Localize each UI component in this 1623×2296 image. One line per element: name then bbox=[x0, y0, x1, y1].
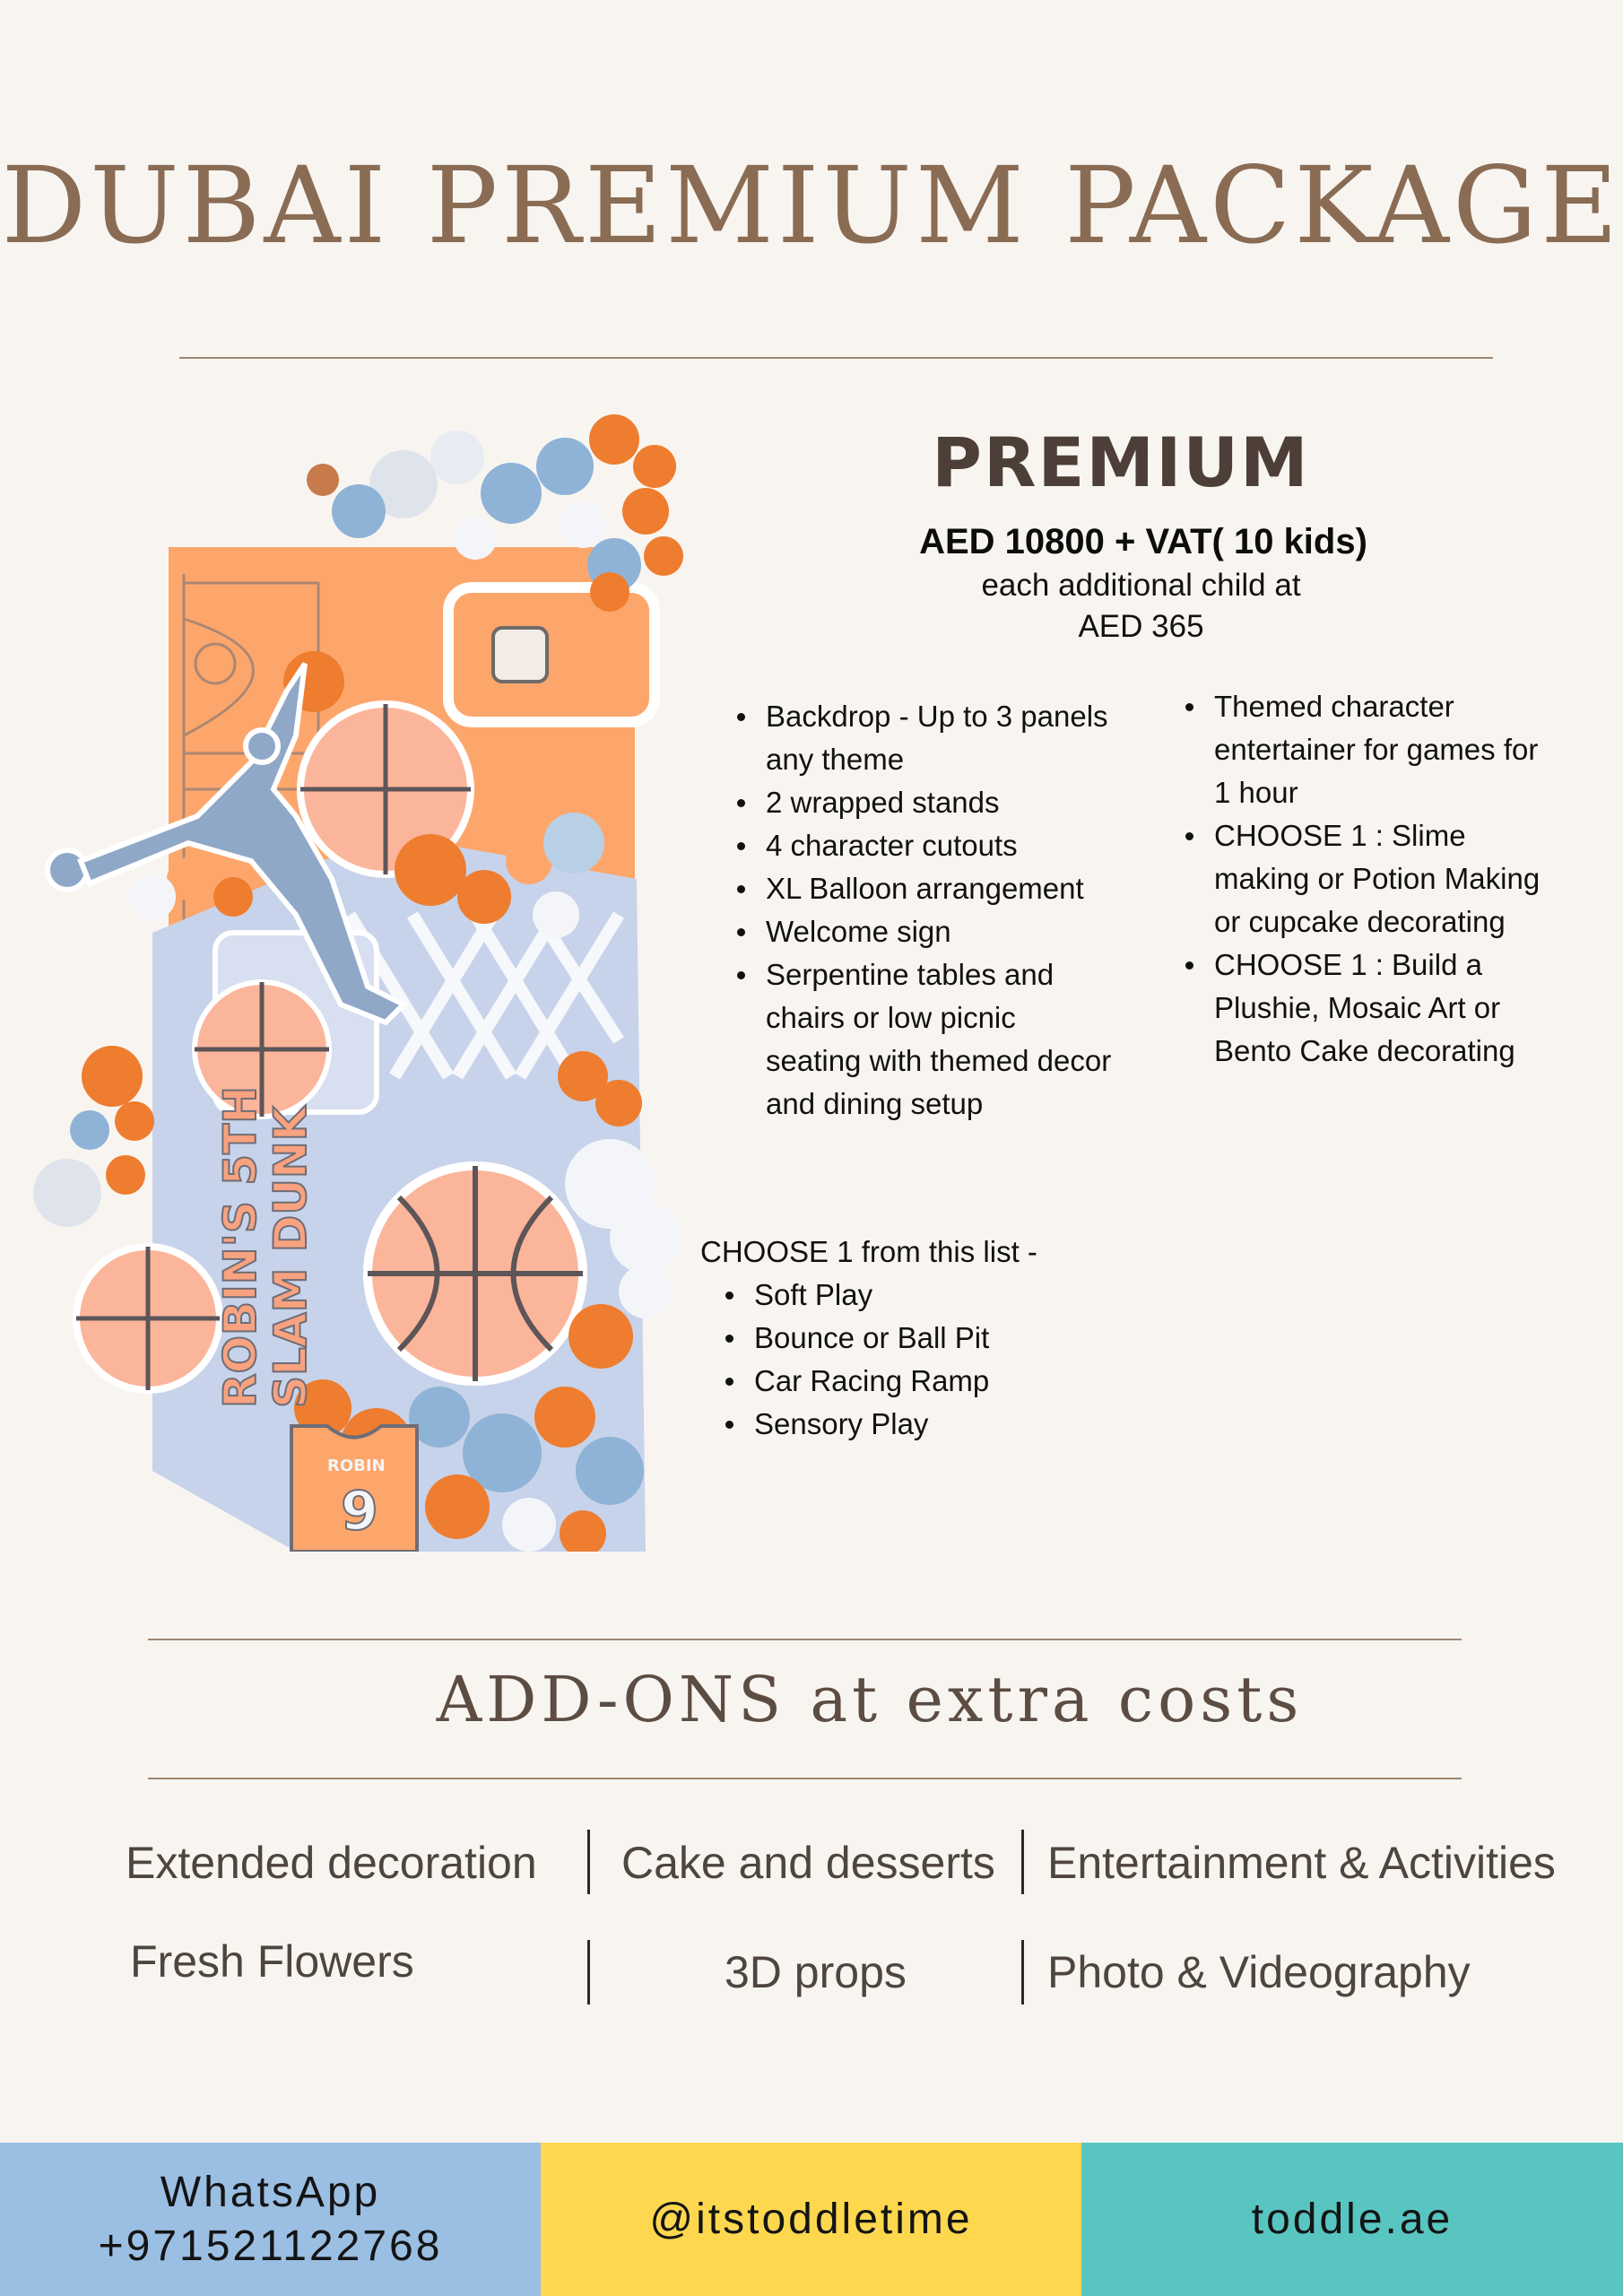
addon-3d-props: 3D props bbox=[725, 1947, 907, 1997]
package-name: PREMIUM bbox=[932, 422, 1310, 502]
title-divider bbox=[179, 357, 1493, 359]
extra-child-line1: each additional child at bbox=[981, 568, 1301, 603]
addon-divider bbox=[1021, 1940, 1024, 2005]
list-item: Themed character entertainer for games for 1 hour bbox=[1175, 685, 1551, 814]
addon-divider bbox=[587, 1830, 590, 1894]
jersey bbox=[291, 1426, 417, 1552]
addons-top-divider bbox=[148, 1639, 1462, 1640]
list-item: Soft Play bbox=[715, 1274, 1163, 1317]
list-item: Bounce or Ball Pit bbox=[715, 1317, 1163, 1360]
choose-list bbox=[715, 1274, 1163, 1446]
whatsapp-label: WhatsApp bbox=[160, 2168, 381, 2216]
addon-fresh-flowers: Fresh Flowers bbox=[130, 1936, 414, 1987]
addons-bottom-divider bbox=[148, 1778, 1462, 1779]
balloon-cluster-right bbox=[558, 1051, 681, 1369]
footer-website[interactable] bbox=[1081, 2143, 1623, 2296]
svg-text:ROBIN'S 5TH: ROBIN'S 5TH bbox=[214, 1085, 266, 1408]
hero-image bbox=[27, 395, 717, 1552]
website-link: toddle.ae bbox=[1251, 2195, 1454, 2243]
footer-instagram[interactable] bbox=[541, 2143, 1081, 2296]
list-item: Backdrop - Up to 3 panels any theme bbox=[726, 695, 1112, 781]
balloon-cluster-left bbox=[33, 1046, 154, 1227]
list-item: 4 character cutouts bbox=[726, 824, 1112, 867]
addon-divider bbox=[1021, 1830, 1024, 1894]
number-block bbox=[448, 587, 655, 722]
svg-text:SLAM DUNK: SLAM DUNK bbox=[265, 1106, 317, 1408]
inclusions-right-list bbox=[1175, 685, 1551, 1073]
addons-title: ADD-ONS at extra costs bbox=[436, 1663, 1304, 1736]
banner-text bbox=[214, 1086, 317, 1408]
list-item: XL Balloon arrangement bbox=[726, 867, 1112, 910]
list-item: Serpentine tables and chairs or low picnic seating with themed decor and dining setup bbox=[726, 953, 1112, 1126]
extra-child-price: AED 365 bbox=[1078, 609, 1204, 644]
list-item: CHOOSE 1 : Slime making or Potion Making or cupcake decorating bbox=[1175, 814, 1551, 944]
svg-text:9: 9 bbox=[341, 1480, 378, 1543]
extra-child-note bbox=[897, 565, 1385, 648]
addon-divider bbox=[587, 1940, 590, 2005]
list-item: Welcome sign bbox=[726, 910, 1112, 953]
addon-cake-desserts: Cake and desserts bbox=[621, 1838, 995, 1888]
svg-text:ROBIN: ROBIN bbox=[327, 1457, 386, 1475]
addon-extended-decoration: Extended decoration bbox=[126, 1838, 537, 1888]
addon-entertainment: Entertainment & Activities bbox=[1047, 1838, 1556, 1888]
choose-list-heading: CHOOSE 1 from this list - bbox=[700, 1235, 1037, 1268]
whatsapp-number: +971521122768 bbox=[98, 2222, 443, 2270]
package-price: AED 10800 + VAT( 10 kids) bbox=[919, 522, 1367, 561]
addon-photo-video: Photo & Videography bbox=[1047, 1947, 1471, 1997]
page-title: DUBAI PREMIUM PACKAGE bbox=[1, 144, 1622, 267]
list-item: CHOOSE 1 : Build a Plushie, Mosaic Art or Bento Cake decorating bbox=[1175, 944, 1551, 1073]
list-item: 2 wrapped stands bbox=[726, 781, 1112, 824]
instagram-handle: @itstoddletime bbox=[649, 2195, 973, 2243]
footer-whatsapp[interactable] bbox=[0, 2143, 541, 2296]
list-item: Sensory Play bbox=[715, 1403, 1163, 1446]
inclusions-left-list bbox=[726, 695, 1112, 1126]
list-item: Car Racing Ramp bbox=[715, 1360, 1163, 1403]
